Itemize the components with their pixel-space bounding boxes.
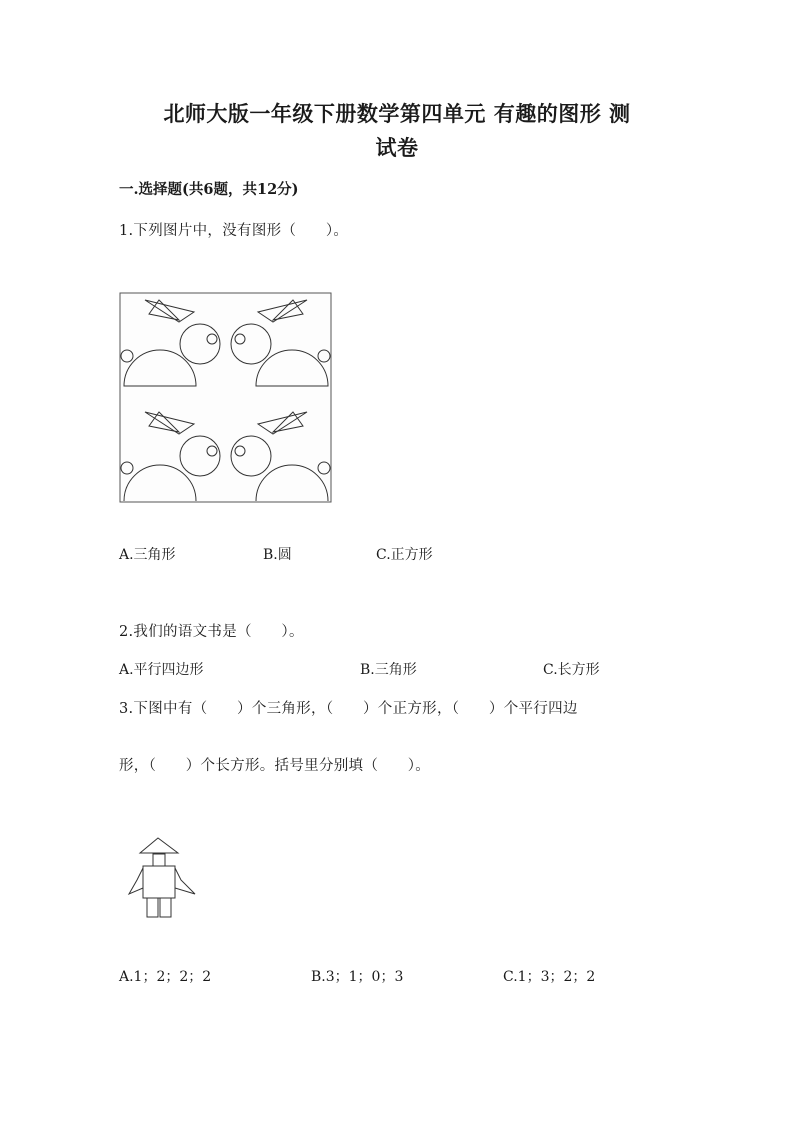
question-2-option-b[interactable]: B.三角形	[360, 662, 417, 678]
question-3-option-c[interactable]: C.1；3；2；2	[503, 969, 596, 985]
page-title-line-2: 试卷	[375, 135, 419, 160]
question-3-option-a[interactable]: A.1；2；2；2	[119, 969, 212, 985]
question-2-option-a[interactable]: A.平行四边形	[119, 662, 204, 678]
question-1-option-b[interactable]: B.圆	[263, 547, 292, 563]
question-3-stem-line-1: 3.下图中有（ ）个三角形，（ ）个正方形，（ ）个平行四边	[119, 701, 578, 717]
question-1-option-c[interactable]: C.正方形	[376, 547, 433, 563]
question-2-stem: 2.我们的语文书是（ ）。	[119, 624, 304, 640]
question-3-robot-figure	[126, 836, 200, 920]
question-1-stem: 1.下列图片中，没有图形（ ）。	[119, 223, 349, 239]
question-3-stem-line-2: 形，（ ）个长方形。括号里分别填（ ）。	[119, 758, 431, 774]
section-heading: 一.选择题(共6题，共12分)	[119, 181, 299, 198]
question-2-option-c[interactable]: C.长方形	[543, 662, 600, 678]
question-1-figure	[119, 292, 333, 504]
question-3-option-b[interactable]: B.3；1；0；3	[311, 969, 404, 985]
question-1-option-a[interactable]: A.三角形	[119, 547, 176, 563]
page-title-line-1: 北师大版一年级下册数学第四单元 有趣的图形 测	[163, 101, 631, 126]
